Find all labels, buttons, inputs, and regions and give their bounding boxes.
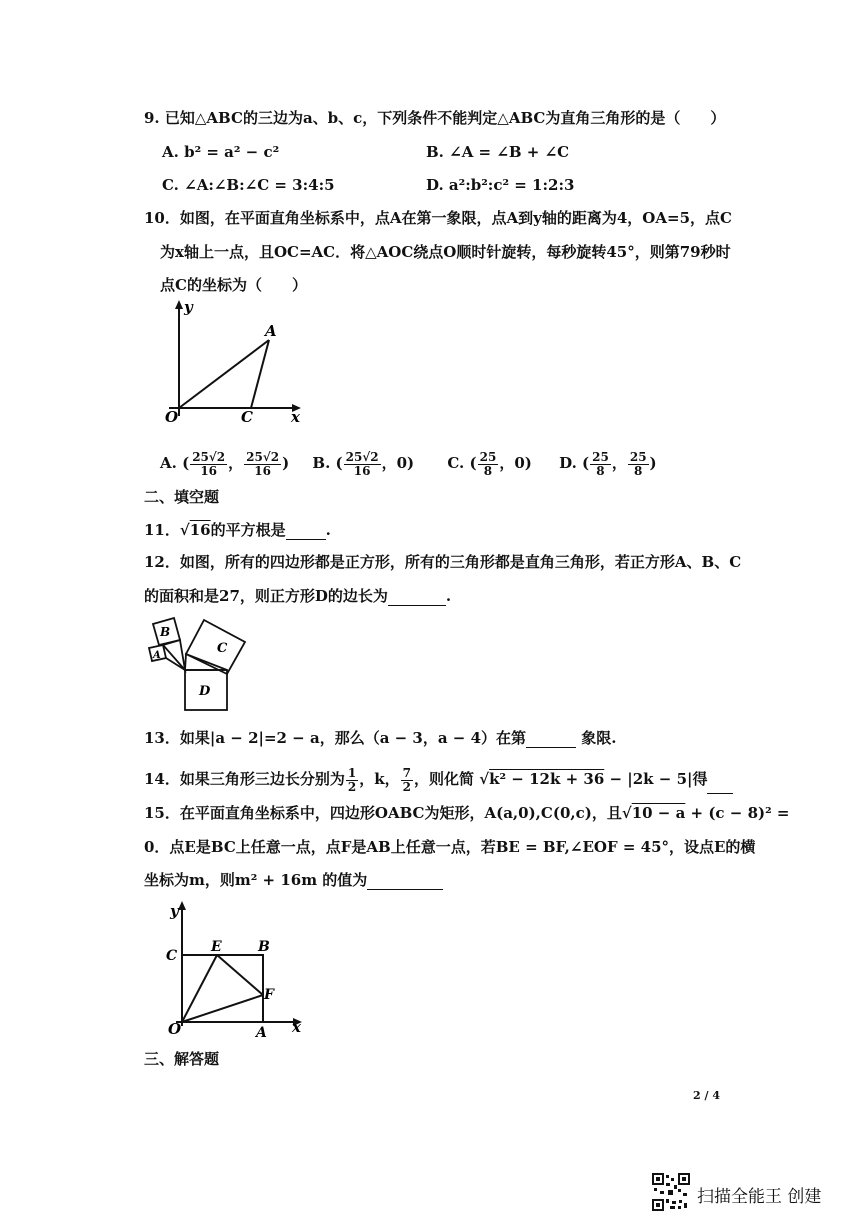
rectangle-oabc: [182, 955, 263, 1022]
segment-ac: [251, 340, 269, 408]
section-solutions: 三、解答题: [144, 1050, 220, 1068]
label-a: A: [153, 650, 161, 661]
q14: 14．如果三角形三边长分别为 $\frac{1}{2}$ ，k， $\frac{7}{2}$ ，则化简 √k² − 12k + 36 − |2k − 5|得: [144, 766, 733, 794]
q12-line2: 的面积和是27，则正方形D的边长为 .: [144, 587, 452, 605]
q12-line1: 12．如图，所有的四边形都是正方形，所有的三角形都是直角三角形，若正方形A、B、C: [144, 553, 742, 571]
q9-option-c: C. ∠A:∠B:∠C = 3:4:5: [162, 176, 335, 194]
q9-option-a: A. b² = a² − c²: [162, 143, 280, 161]
q10-option-d: D. ( $\frac{25}{8}$ ， $\frac{25}{8}$ ): [559, 449, 657, 478]
q9-option-d: D. a²:b²:c² = 1:2:3: [426, 176, 575, 194]
label-b: B: [258, 939, 270, 955]
q15-figure: [160, 898, 310, 1040]
label-a: A: [265, 322, 277, 340]
label-c: C: [217, 641, 228, 656]
page-number: 2 / 4: [693, 1089, 720, 1102]
label-c: C: [241, 408, 253, 426]
q10-line1: 10．如图，在平面直角坐标系中，点A在第一象限，点A到y轴的距离为4，OA=5，点C: [144, 209, 732, 227]
q11: 11．√16的平方根是 .: [144, 521, 331, 539]
label-x: x: [292, 1018, 301, 1036]
q9-option-b: B. ∠A = ∠B + ∠C: [426, 143, 570, 161]
label-y: y: [170, 902, 179, 920]
label-f: F: [264, 987, 274, 1003]
label-x: x: [291, 408, 300, 426]
q10-options: [160, 448, 657, 478]
segment-ef: [217, 955, 263, 995]
q15-line2: 0．点E是BC上任意一点，点F是AB上任意一点，若BE = BF,∠EOF = 45°，设点E的横: [144, 838, 756, 856]
q10-option-a: A. ( $\frac{25√2}{16}$ ， $\frac{25√2}{16}$ ): [160, 449, 295, 478]
q12-figure: [145, 612, 255, 717]
y-axis-arrow: [178, 901, 186, 910]
y-axis-arrow: [175, 300, 183, 309]
label-o: O: [165, 408, 179, 426]
scanner-watermark: 扫描全能王 创建: [697, 1187, 822, 1207]
label-b: B: [160, 625, 171, 639]
label-a: A: [256, 1025, 267, 1040]
q13: 13．如果|a − 2|=2 − a，那么（a − 3，a − 4）在第 象限.: [144, 729, 617, 747]
section-fill-in-blank: 二、填空题: [144, 488, 220, 506]
triangle-left: [163, 640, 185, 670]
label-d: D: [199, 684, 211, 699]
segment-oa: [179, 340, 269, 408]
q9-stem: 9. 已知△ABC的三边为a、b、c，下列条件不能判定△ABC为直角三角形的是（ ）: [144, 109, 726, 127]
q15-line3: 坐标为m，则m² + 16m 的值为: [144, 870, 443, 890]
label-o: O: [168, 1020, 182, 1038]
q15-line1: 15．在平面直角坐标系中，四边形OABC为矩形，A(a,0),C(0,c)，且√10 − a + (c − 8)² =: [144, 804, 790, 822]
q10-line3: 点C的坐标为（ ）: [160, 276, 307, 294]
qr-code-icon: [652, 1173, 690, 1211]
q10-line2: 为x轴上一点，且OC=AC．将△AOC绕点O顺时针旋转，每秒旋转45°，则第79秒时: [160, 243, 731, 261]
q10-option-b: B. ( $\frac{25√2}{16}$ ，0): [312, 449, 420, 478]
q10-option-c: C. ( $\frac{25}{8}$ ，0): [447, 449, 538, 478]
q10-figure: [155, 298, 310, 428]
triangle-top: [185, 654, 227, 670]
label-y: y: [184, 298, 193, 316]
label-e: E: [211, 939, 222, 955]
label-c: C: [166, 948, 178, 964]
